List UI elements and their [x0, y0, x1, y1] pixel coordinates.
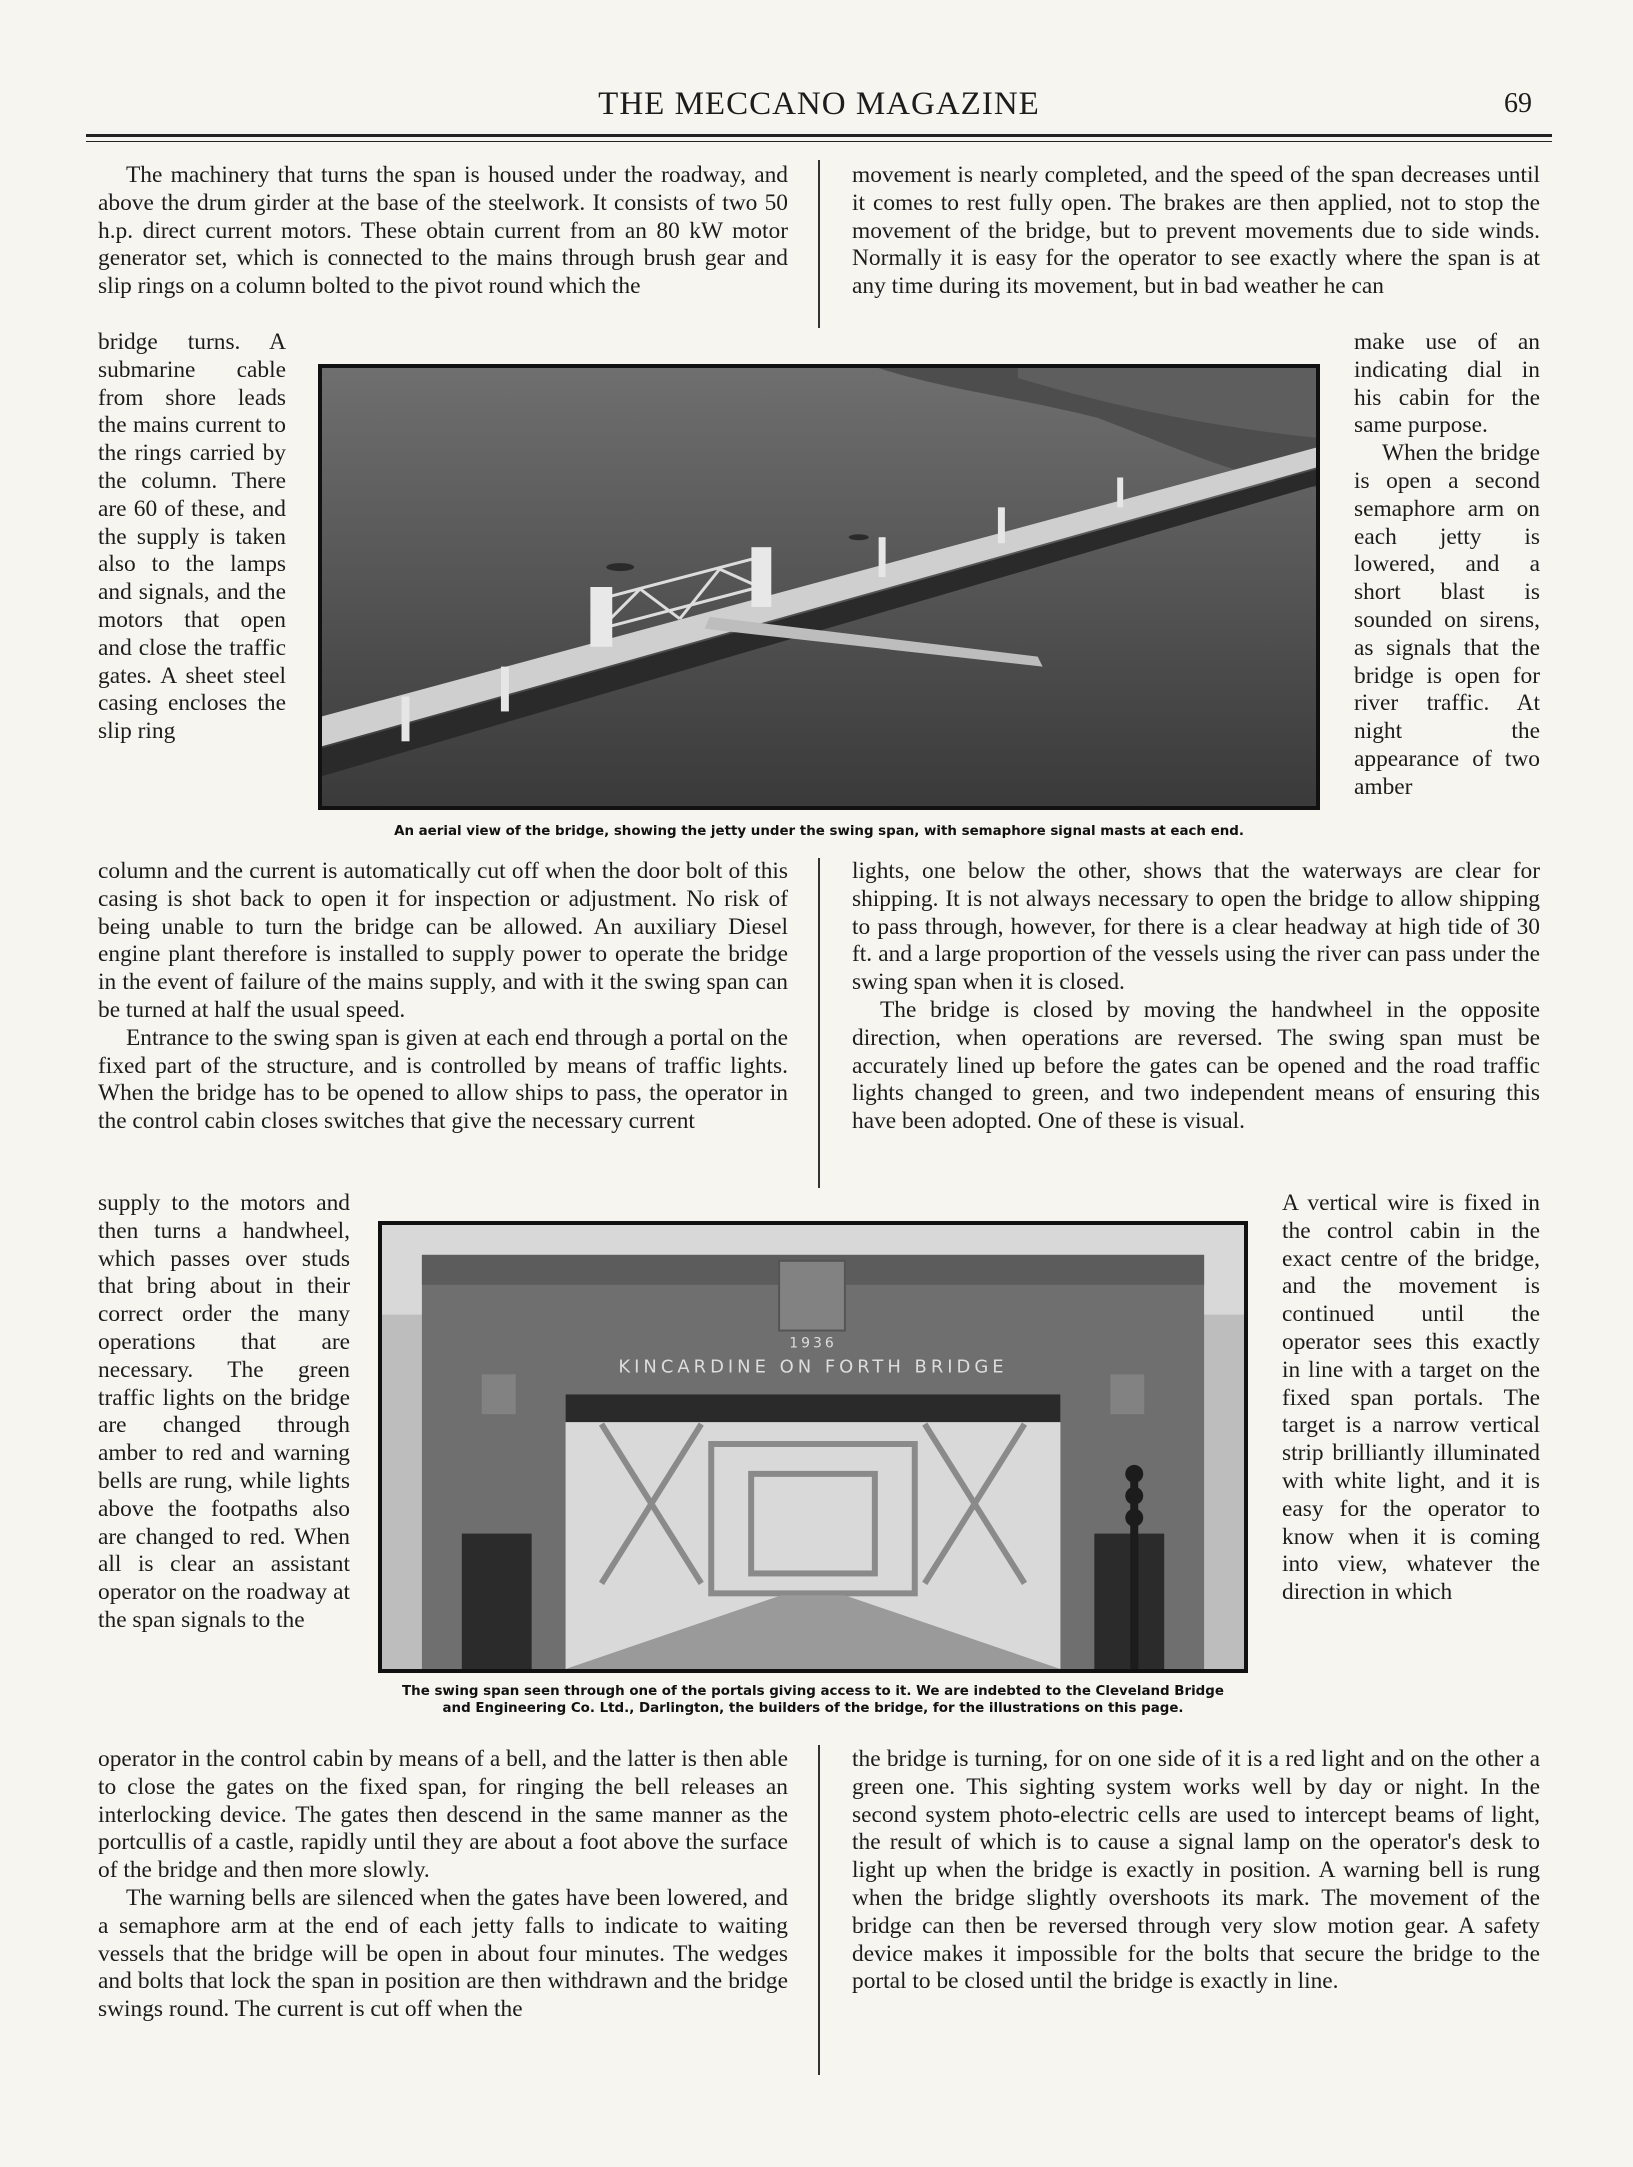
- aerial-bridge-image: [322, 368, 1316, 806]
- left-column-top: The machinery that turns the span is housed under the roadway, and above the drum girder at the base of the steelwork. It consists of two 50 h.p. direct current motors. These obtain current from an 80 kW motor generator set, which is connected to the mains through brush gear and slip rings on a column bolted to the pivot round which the: [98, 162, 788, 300]
- left-column-middle: column and the current is automatically cut off when the door bolt of this casing is shot back to open it for inspection or adjustment. No risk of being unable to turn the bridge can be allowed. An auxiliary Diesel engine plant therefore is installed to supply power to operate the bridge in the event of failure of the mains supply, and with it the swing span can be turned at half the usual speed. Entrance to the swing span is given at each end through a portal on the fixed part of the structure, and is controlled by means of traffic lights. When the bridge has to be opened to allow ships to pass, the operator in the control cabin closes switches that give the necessary current: [98, 858, 788, 1135]
- portal-sign-year: 1936: [789, 1335, 837, 1352]
- aerial-photo-caption: An aerial view of the bridge, showing the jetty under the swing span, with semaphore signal masts at each end.: [394, 824, 1244, 839]
- magazine-title: THE MECCANO MAGAZINE: [598, 86, 1040, 122]
- left-column-bottom: operator in the control cabin by means of a bell, and the latter is then able to close the gates on the fixed span, for ringing the bell releases an interlocking device. The gates then descend in the same manner as the portcullis of a castle, rapidly until they are about a foot above the surface of the bridge and then more slowly. The warning bells are silenced when the gates have been lowered, and a semaphore arm at the end of each jetty falls to indicate to waiting vessels that the bridge will be open in about four minutes. The wedges and bolts that lock the span in position are then withdrawn and the bridge swings round. The current is cut off when the: [98, 1746, 788, 2023]
- portal-bridge-photo: [378, 1221, 1248, 1673]
- portal-caption-line-2: and Engineering Co. Ltd., Darlington, the builders of the bridge, for the illustrations on this page.: [442, 1701, 1184, 1716]
- portal-sign-name: KINCARDINE ON FORTH BRIDGE: [618, 1356, 1008, 1378]
- header-rule-thin: [86, 141, 1552, 142]
- header-rule: [86, 134, 1552, 137]
- right-column-wrap-2: A vertical wire is fixed in the control cabin in the exact centre of the bridge, and the movement is continued until the operator sees this exactly in line with a target on the fixed span portals. The target is a narrow vertical strip brilliantly illuminated with white light, and it is easy for the operator to know when it is coming into view, whatever the direction in which: [1282, 1190, 1540, 1606]
- left-column-wrap-2: supply to the motors and then turns a handwheel, which passes over studs that bring about in their correct order the many operations that are necessary. The green traffic lights on the bridge are changed through amber to red and warning bells are rung, while lights above the footpaths also are changed to red. When all is clear an assistant operator on the roadway at the span signals to the: [98, 1190, 350, 1633]
- right-column-top: movement is nearly completed, and the speed of the span decreases until it comes to rest fully open. The brakes are then applied, not to stop the movement of the bridge, but to prevent movements due to side winds. Normally it is easy for the operator to see exactly where the span is at any time during its movement, but in bad weather he can: [852, 162, 1540, 300]
- portal-photo-caption: [368, 1683, 1258, 1717]
- left-column-wrap-1: bridge turns. A submarine cable from shore leads the mains current to the rings carried by the column. There are 60 of these, and the supply is taken also to the lamps and signals, and the motors that open and close the traffic gates. A sheet steel casing encloses the slip ring: [98, 329, 286, 745]
- column-divider: [818, 160, 820, 328]
- page-number: 69: [1504, 88, 1532, 119]
- portal-bridge-image: [382, 1225, 1244, 1669]
- right-column-wrap-1: make use of an indicating dial in his cabin for the same purpose. When the bridge is open a second semaphore arm on each jetty is lowered, and a short blast is sounded on sirens, as signals that the bridge is open for river traffic. At night the appearance of two amber: [1354, 329, 1540, 800]
- column-divider: [818, 1745, 820, 2075]
- page-header: [86, 86, 1552, 130]
- right-column-bottom: the bridge is turning, for on one side of it is a red light and on the other a green one. This sighting system works well by day or night. In the second system photo-electric cells are used to intercept beams of light, the result of which is to cause a signal lamp on the operator's desk to light up when the bridge is exactly in position. A warning bell is rung when the bridge slightly overshoots its mark. The movement of the bridge can then be reversed through very slow motion gear. A safety device makes it impossible for the bolts that secure the bridge to the portal to be closed until the bridge is exactly in line.: [852, 1746, 1540, 1995]
- right-column-middle: lights, one below the other, shows that the waterways are clear for shipping. It is not always necessary to open the bridge to allow shipping to pass through, however, for there is a clear headway at high tide of 30 ft. and a large proportion of the vessels using the river can pass under the swing span when it is closed. The bridge is closed by moving the handwheel in the opposite direction, when operations are reversed. The swing span must be accurately lined up before the gates can be opened and the road traffic lights changed to green, and two independent means of ensuring this have been adopted. One of these is visual.: [852, 858, 1540, 1135]
- column-divider: [818, 858, 820, 1188]
- portal-caption-line-1: The swing span seen through one of the portals giving access to it. We are indebted to the Cleveland Bridge: [402, 1684, 1224, 1699]
- aerial-bridge-photo: [318, 364, 1320, 810]
